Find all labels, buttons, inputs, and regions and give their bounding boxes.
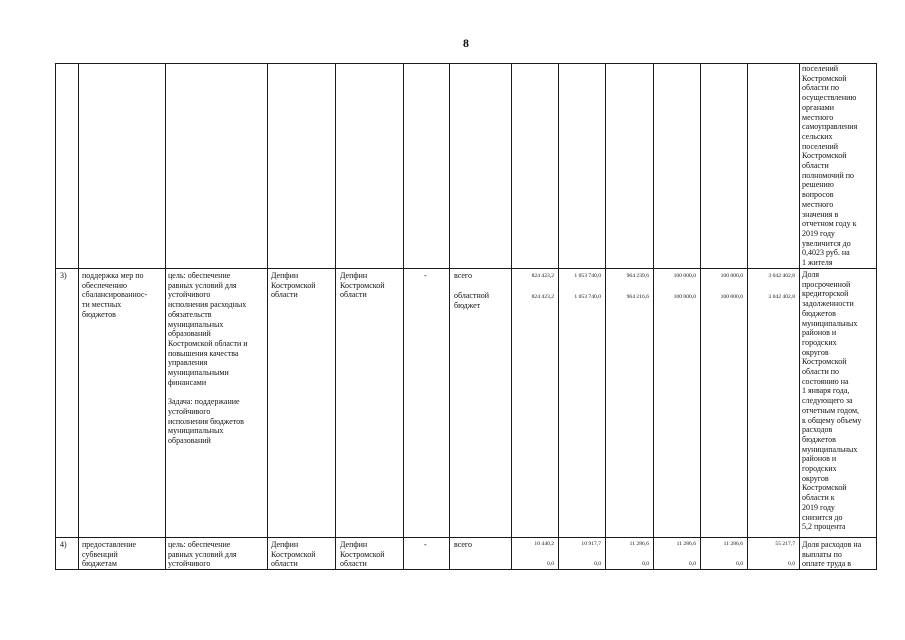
text-line bbox=[168, 387, 266, 397]
indicator-text bbox=[802, 64, 874, 268]
amount-cell: 824 423,2 bbox=[531, 273, 554, 279]
row-divider bbox=[55, 569, 877, 570]
text-line: самоуправления bbox=[802, 122, 858, 132]
measure-name bbox=[82, 540, 164, 569]
column-divider bbox=[876, 63, 877, 570]
text-line: повышения качества bbox=[168, 348, 239, 358]
text-line: Костромской области и bbox=[168, 338, 248, 348]
text-line: исполнения расходных bbox=[168, 300, 247, 310]
text-line: Костромской bbox=[271, 280, 316, 290]
text-line: равных условий для bbox=[168, 549, 237, 559]
text-line: обеспечению bbox=[82, 280, 128, 290]
text-line: муниципальных bbox=[802, 318, 858, 328]
text-line: устойчивого bbox=[168, 290, 211, 300]
column-divider bbox=[55, 63, 56, 570]
dash: - bbox=[424, 540, 427, 549]
text-line: районов и bbox=[802, 328, 837, 338]
funding-source-total: всего bbox=[454, 540, 473, 549]
text-line: 1 января года, bbox=[802, 386, 850, 396]
text-line: округов bbox=[802, 473, 829, 483]
amount-cell: 11 286,6 bbox=[629, 541, 649, 547]
executor bbox=[271, 271, 333, 300]
text-line: поддержка мер по bbox=[82, 271, 144, 280]
text-line: области по bbox=[802, 367, 840, 377]
row-index: 3) bbox=[60, 271, 67, 280]
text-line: отчетном году к bbox=[802, 219, 857, 229]
amount-cell: 10 917,7 bbox=[581, 541, 601, 547]
participant bbox=[340, 540, 402, 569]
executor bbox=[271, 540, 333, 569]
text-line: сельских bbox=[802, 131, 833, 141]
text-line: Костромской bbox=[802, 151, 847, 161]
amount-cell: 100 000,0 bbox=[720, 294, 743, 300]
amount-cell: 1 053 740,0 bbox=[574, 273, 601, 279]
text-line: к общему объему bbox=[802, 415, 862, 425]
text-line: области bbox=[271, 559, 298, 569]
text-line: Костромской bbox=[340, 280, 385, 290]
text-line: устойчивого bbox=[168, 406, 211, 416]
text-line: образований bbox=[168, 329, 211, 339]
text-line: увеличится до bbox=[802, 238, 851, 248]
text-line: осуществлению bbox=[802, 93, 857, 103]
amount-cell: 11 286,6 bbox=[676, 541, 696, 547]
text-line: Доля расходов на bbox=[802, 540, 862, 549]
column-divider bbox=[449, 63, 450, 570]
text-line: области bbox=[340, 290, 367, 300]
text-line: выплаты по bbox=[802, 549, 842, 559]
text-line: муниципальных bbox=[168, 426, 224, 436]
text-line: значения в bbox=[802, 209, 839, 219]
text-line: городских bbox=[802, 464, 837, 474]
text-line: образований bbox=[168, 435, 211, 445]
amount-cell: 11 286,6 bbox=[723, 541, 743, 547]
row-divider bbox=[55, 63, 877, 64]
text-line: Депфин bbox=[340, 271, 368, 280]
amount-cell: 1 053 740,0 bbox=[574, 294, 601, 300]
text-line: области по bbox=[802, 83, 840, 93]
text-line: полномочий по bbox=[802, 170, 855, 180]
text-line: муниципальными bbox=[168, 368, 229, 378]
funding-source-regional bbox=[454, 291, 509, 310]
text-line: просроченной bbox=[802, 279, 851, 289]
column-divider bbox=[558, 63, 559, 570]
column-divider bbox=[653, 63, 654, 570]
text-line: органами bbox=[802, 102, 835, 112]
text-line: кредиторской bbox=[802, 289, 849, 299]
text-line: расходов bbox=[802, 425, 833, 435]
text-line: Костромской bbox=[802, 357, 847, 367]
funding-source-total: всего bbox=[454, 271, 473, 280]
text-line: оплате труда в bbox=[802, 559, 852, 569]
column-divider bbox=[267, 63, 268, 570]
amount-cell: 0,0 bbox=[594, 561, 601, 567]
amount-cell: 964 239,6 bbox=[626, 273, 649, 279]
text-line: областной bbox=[454, 291, 490, 300]
text-line: округов bbox=[802, 347, 829, 357]
amount-cell: 100 000,0 bbox=[673, 294, 696, 300]
amount-cell: 0,0 bbox=[736, 561, 743, 567]
text-line: отчетным годом, bbox=[802, 405, 860, 415]
dash: - bbox=[424, 271, 427, 280]
text-line: сбалансированнос- bbox=[82, 290, 148, 300]
goal-text bbox=[168, 271, 266, 446]
amount-cell: 0,0 bbox=[547, 561, 554, 567]
text-line: бюджетов bbox=[802, 434, 836, 444]
text-line: Доля bbox=[802, 270, 820, 279]
participant bbox=[340, 271, 402, 300]
text-line: цель: обеспечение bbox=[168, 540, 231, 549]
text-line: Костромской bbox=[271, 549, 316, 559]
goal-text bbox=[168, 540, 266, 569]
text-line: городских bbox=[802, 337, 837, 347]
text-line: поселений bbox=[802, 141, 839, 151]
text-line: 2019 году bbox=[802, 228, 835, 238]
column-divider bbox=[335, 63, 336, 570]
amount-cell: 10 440,2 bbox=[534, 541, 554, 547]
text-line: Костромской bbox=[340, 549, 385, 559]
text-line: бюджетов bbox=[802, 308, 836, 318]
column-divider bbox=[799, 63, 800, 570]
text-line: области bbox=[340, 559, 367, 569]
page-number: 8 bbox=[463, 36, 469, 50]
text-line: Депфин bbox=[340, 540, 368, 549]
text-line: 1 жителя bbox=[802, 258, 833, 268]
column-divider bbox=[747, 63, 748, 570]
text-line: Задача: поддержание bbox=[168, 397, 240, 407]
amount-cell: 0,0 bbox=[642, 561, 649, 567]
text-line: Депфин bbox=[271, 540, 299, 549]
text-line: 5,2 процента bbox=[802, 522, 846, 532]
text-line: области bbox=[271, 290, 298, 300]
amount-cell: 0,0 bbox=[788, 561, 795, 567]
row-divider bbox=[55, 537, 877, 538]
text-line: 0,4023 руб. на bbox=[802, 248, 850, 258]
text-line: управления bbox=[168, 358, 208, 368]
amount-cell: 100 000,0 bbox=[720, 273, 743, 279]
text-line: состоянию на bbox=[802, 376, 849, 386]
text-line: бюджетов bbox=[82, 309, 116, 319]
amount-cell: 964 216,6 bbox=[626, 294, 649, 300]
column-divider bbox=[165, 63, 166, 570]
text-line: поселений bbox=[802, 64, 839, 73]
text-line: ти местных bbox=[82, 300, 122, 310]
text-line: Костромской bbox=[802, 73, 847, 83]
text-line: 2019 году bbox=[802, 502, 835, 512]
text-line: Костромской bbox=[802, 483, 847, 493]
column-divider bbox=[403, 63, 404, 570]
column-divider bbox=[700, 63, 701, 570]
text-line: обязательств bbox=[168, 309, 212, 319]
text-line: местного bbox=[802, 199, 834, 209]
amount-cell: 100 000,0 bbox=[673, 273, 696, 279]
text-line: Депфин bbox=[271, 271, 299, 280]
text-line: муниципальных bbox=[802, 444, 858, 454]
row-divider bbox=[55, 268, 877, 269]
text-line: решению bbox=[802, 180, 834, 190]
amount-cell: 3 042 402,8 bbox=[768, 294, 795, 300]
text-line: вопросов bbox=[802, 190, 834, 200]
amount-cell: 55 217,7 bbox=[775, 541, 795, 547]
text-line: устойчивого bbox=[168, 559, 211, 569]
text-line: исполнения бюджетов bbox=[168, 416, 244, 426]
text-line: предоставление bbox=[82, 540, 137, 549]
text-line: районов и bbox=[802, 454, 837, 464]
amount-cell: 3 042 402,8 bbox=[768, 273, 795, 279]
text-line: местного bbox=[802, 112, 834, 122]
text-line: финансами bbox=[168, 377, 207, 387]
indicator-text bbox=[802, 540, 874, 569]
column-divider bbox=[511, 63, 512, 570]
row-index: 4) bbox=[60, 540, 67, 549]
text-line: цель: обеспечение bbox=[168, 271, 231, 280]
text-line: задолженности bbox=[802, 299, 854, 309]
text-line: муниципальных bbox=[168, 319, 224, 329]
text-line: равных условий для bbox=[168, 280, 237, 290]
text-line: бюджетам bbox=[82, 559, 117, 569]
text-line: области к bbox=[802, 493, 835, 503]
amount-cell: 824 423,2 bbox=[531, 294, 554, 300]
measure-name bbox=[82, 271, 164, 320]
text-line: области bbox=[802, 161, 829, 171]
indicator-text bbox=[802, 270, 874, 532]
amount-cell: 0,0 bbox=[689, 561, 696, 567]
text-line: субвенций bbox=[82, 549, 118, 559]
column-divider bbox=[78, 63, 79, 570]
text-line: снизится до bbox=[802, 512, 843, 522]
text-line: следующего за bbox=[802, 396, 853, 406]
text-line: бюджет bbox=[454, 300, 481, 310]
column-divider bbox=[605, 63, 606, 570]
